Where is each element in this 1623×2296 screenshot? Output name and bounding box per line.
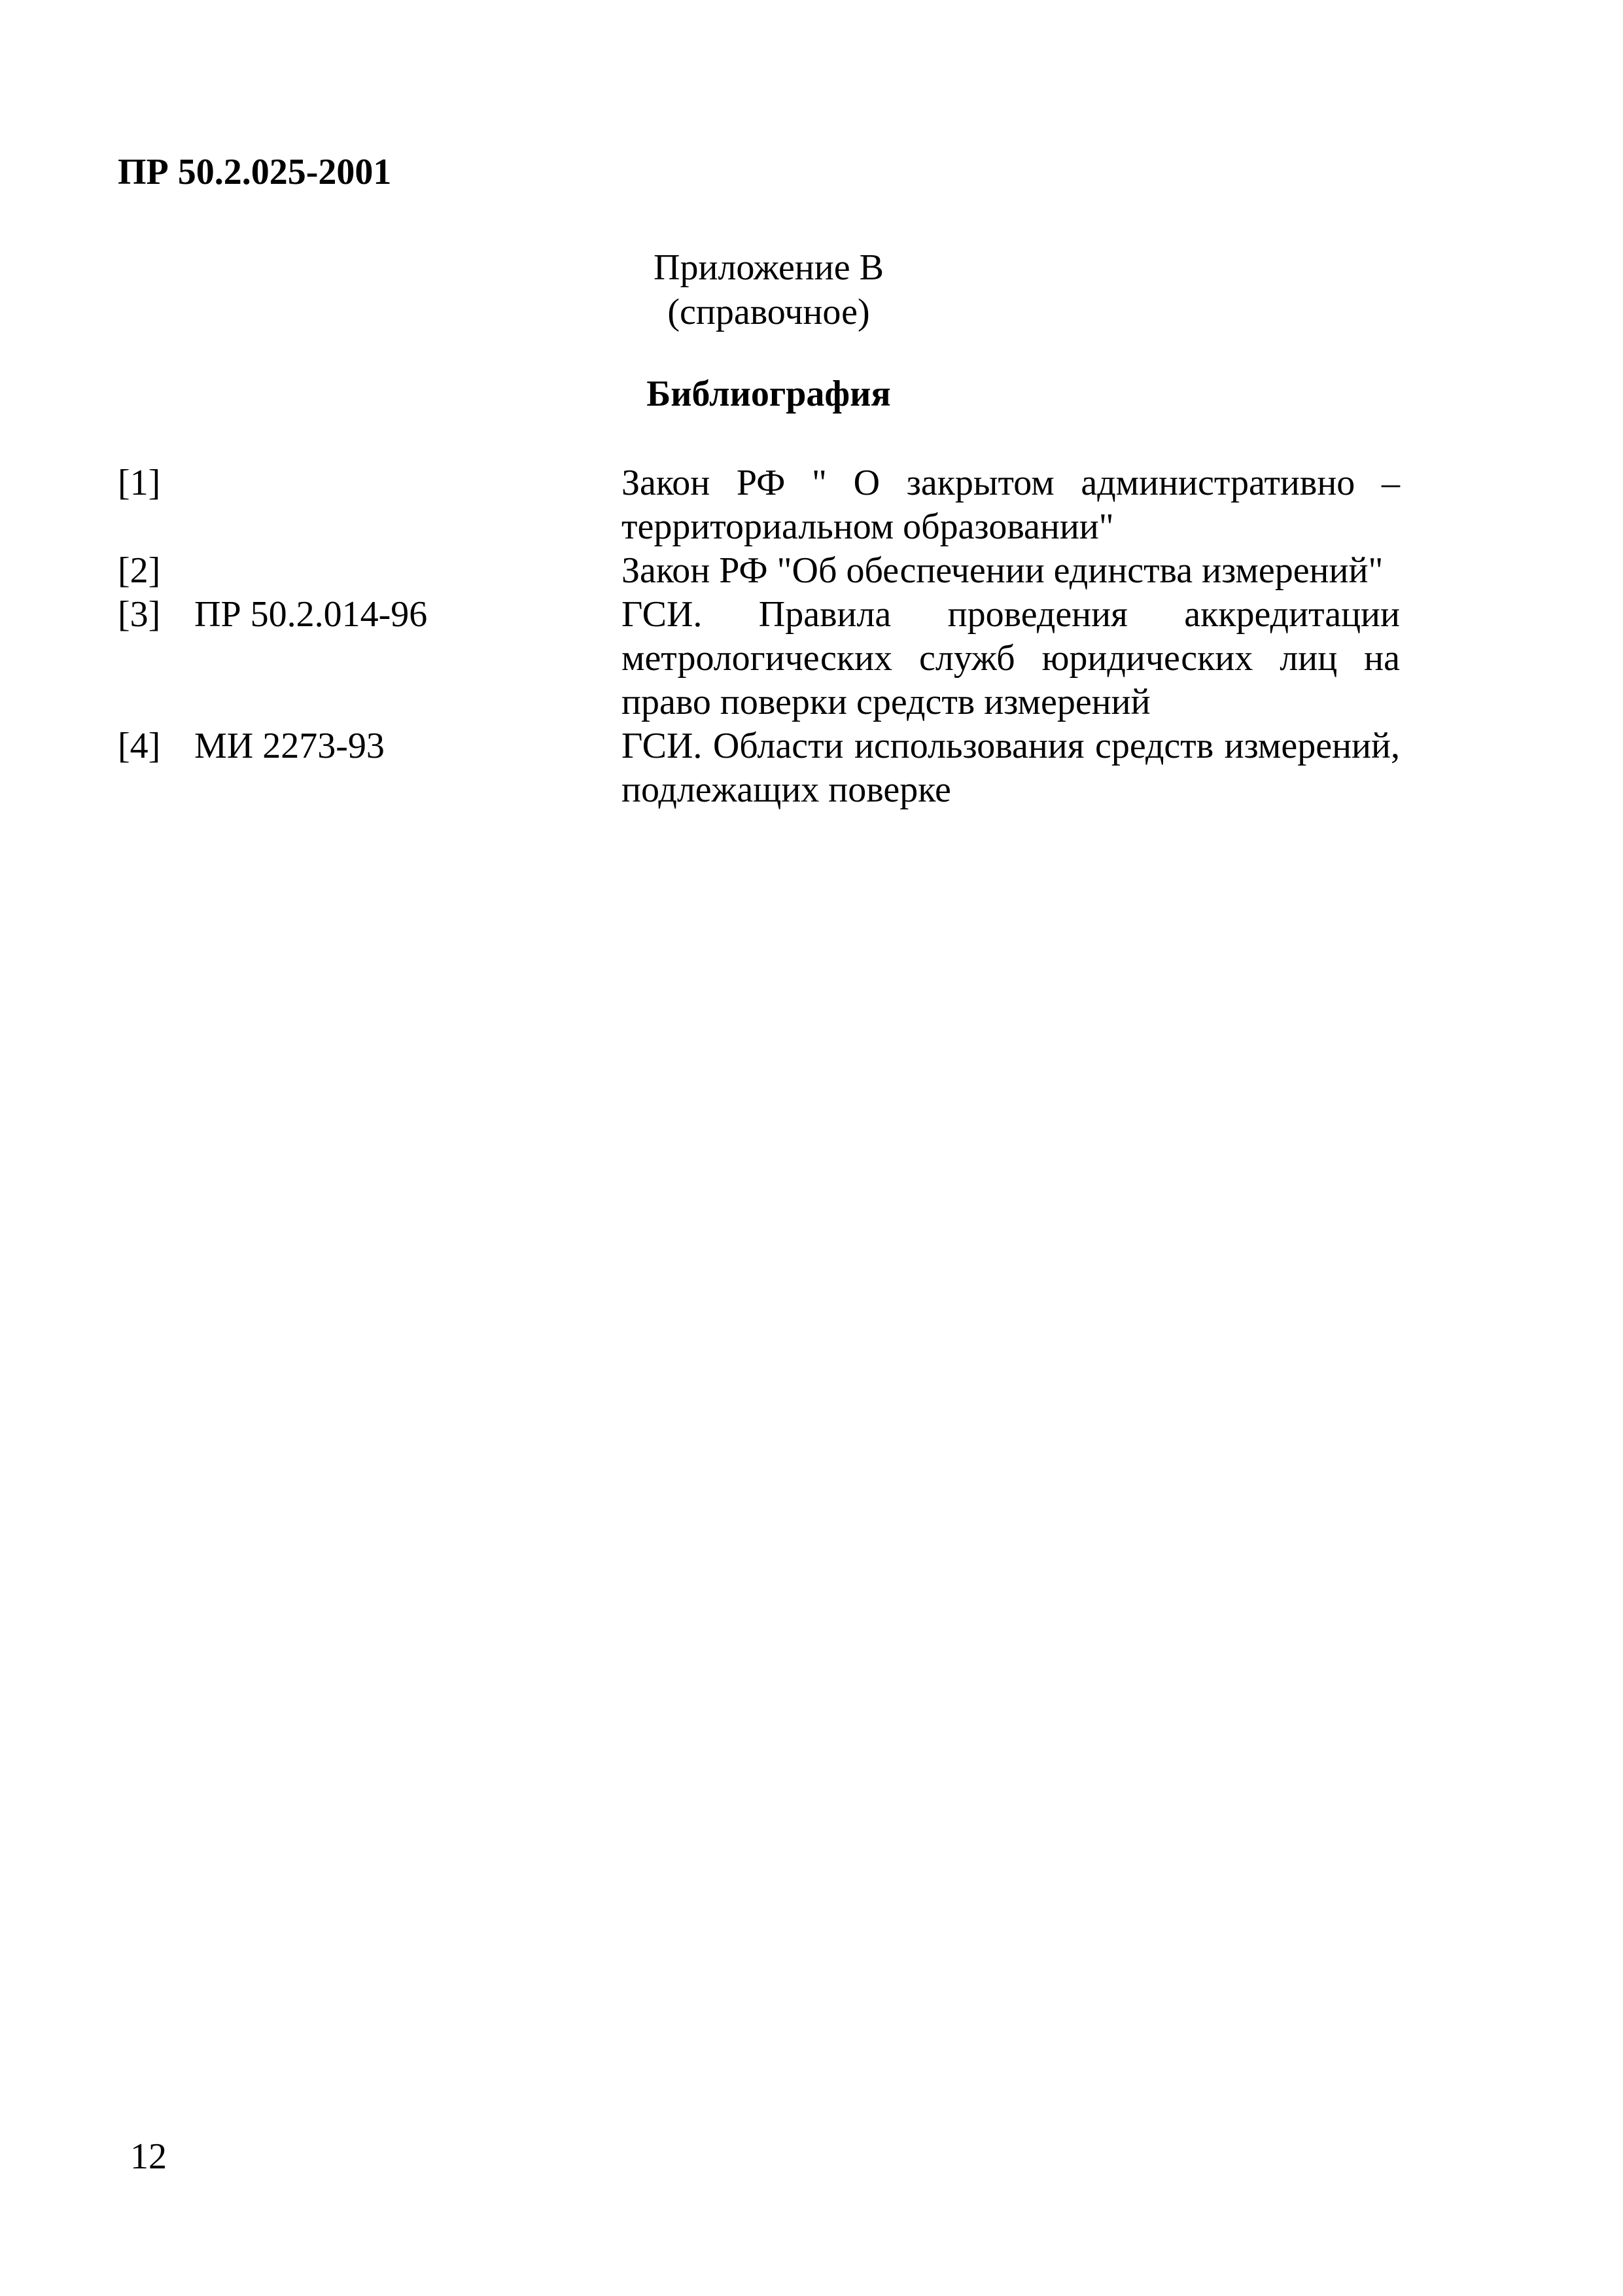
entry-number: [1]: [118, 463, 161, 503]
entry-title: Закон РФ "Об обеспечении единства измерений": [621, 550, 1384, 591]
bibliography-entry: [118, 461, 1400, 549]
bibliography-entry: [118, 724, 1400, 812]
bibliography-entry: [118, 549, 1400, 593]
entry-number: [4]: [118, 726, 161, 766]
appendix-type: (справочное): [667, 292, 870, 332]
bibliography-list: [118, 461, 1400, 812]
entry-title: ГСИ. Области использования средств измерений, подлежащих поверке: [621, 726, 1400, 810]
page-number: 12: [130, 2136, 167, 2177]
entry-number: [3]: [118, 594, 161, 635]
appendix-title: Приложение В: [654, 247, 884, 288]
bibliography-title: Библиография: [646, 374, 891, 414]
entry-document: МИ 2273-93: [194, 726, 385, 766]
document-code: ПР 50.2.025-2001: [118, 152, 392, 192]
bibliography-entry: [118, 593, 1400, 724]
entry-number: [2]: [118, 550, 161, 591]
appendix-heading: [621, 245, 916, 334]
entry-document: ПР 50.2.014-96: [194, 594, 428, 635]
entry-title: ГСИ. Правила проведения аккредитации метрологических служб юридических лиц на право поверки средств измерений: [621, 594, 1400, 722]
entry-title: Закон РФ " О закрытом административно – территориальном образовании": [621, 463, 1400, 547]
